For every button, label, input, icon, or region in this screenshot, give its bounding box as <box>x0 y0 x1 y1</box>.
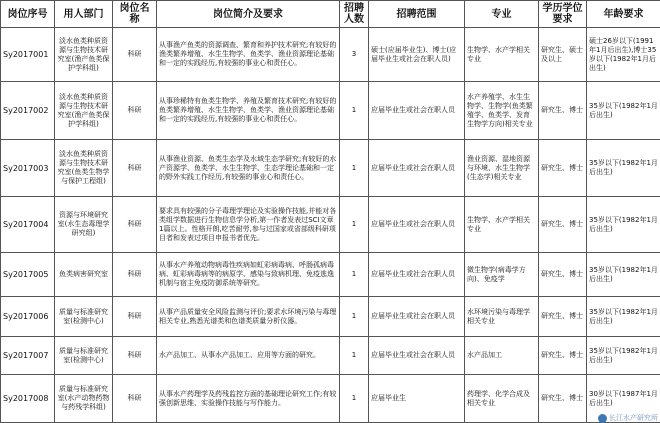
cell-age: 硕士26岁以下(1991年1月后出生),博士35岁以下(1982年1月后出生) <box>587 28 660 82</box>
cell-major: 药理学、化学合成及相关专业 <box>465 375 539 423</box>
cell-age: 35岁以下(1982年1月后出生) <box>587 337 660 375</box>
cell-dept: 质量与标准研究室(水产动物药物与药残学科组) <box>55 375 113 423</box>
cell-desc: 从事珍稀特有鱼类生物学、养殖及繁育技术研究;有较好的鱼类繁养增殖、水生生物学、鱼类学、渔业资源理论基础和一定的实践经历,有较强的事业心和责任心。 <box>157 82 340 140</box>
cell-age: 35岁以下(1982年1月后出生) <box>587 297 660 337</box>
cell-scope: 应届毕业生或社会在职人员 <box>369 197 465 253</box>
cell-count: 3 <box>340 28 369 82</box>
cell-desc: 从事渔业资源、鱼类生态学及水域生态学研究;有较好的水产资源学、鱼类学、水生生物学、生态学理论基础和一定的野外实践工作经历,有较强的事业心和责任心。 <box>157 140 340 197</box>
cell-degree: 研究生、博士 <box>539 82 587 140</box>
table-row <box>1 28 660 82</box>
cell-scope: 应届毕业生或社会在职人员 <box>369 337 465 375</box>
header-count: 招聘人数 <box>340 1 369 28</box>
cell-post: 科研 <box>113 28 157 82</box>
header-id: 岗位序号 <box>1 1 55 28</box>
cell-id: Sy2017008 <box>1 375 55 423</box>
header-desc: 岗位简介及要求 <box>157 1 340 28</box>
cell-major: 生物学、水产学相关专业 <box>465 197 539 253</box>
cell-desc: 从事渔产鱼类的资源调查、繁育和养护技术研究;有较好的渔类繁养增殖、水生生物学、鱼类学、渔业资源理论基础和一定的实践经历,有较强的事业心和责任心。 <box>157 28 340 82</box>
cell-post: 科研 <box>113 297 157 337</box>
cell-degree: 研究生、博士 <box>539 297 587 337</box>
header-row <box>1 1 660 28</box>
cell-id: Sy2017003 <box>1 140 55 197</box>
cell-id: Sy2017001 <box>1 28 55 82</box>
cell-degree: 研究生、博士 <box>539 337 587 375</box>
header-post: 岗位名称 <box>113 1 157 28</box>
cell-post: 科研 <box>113 253 157 297</box>
cell-scope: 硕士(应届毕业生)、博士(应届毕业生或社会在职人员) <box>369 28 465 82</box>
cell-post: 科研 <box>113 140 157 197</box>
table-row <box>1 140 660 197</box>
cell-scope: 应届毕业生 <box>369 375 465 423</box>
header-scope: 招聘范围 <box>369 1 465 28</box>
header-dept: 用人部门 <box>55 1 113 28</box>
table-row <box>1 375 660 423</box>
cell-age: 30岁以下(1987年1月后出生) <box>587 375 660 423</box>
cell-dept: 质量与标准研究室(检测中心) <box>55 337 113 375</box>
cell-major: 水产品加工 <box>465 337 539 375</box>
cell-dept: 质量与标准研究室(检测中心) <box>55 297 113 337</box>
watermark-logo-icon <box>598 414 607 423</box>
cell-degree: 研究生、博士 <box>539 375 587 423</box>
cell-count: 1 <box>340 140 369 197</box>
cell-dept: 资源与环境研究室(水生态毒理学研究组) <box>55 197 113 253</box>
table-row <box>1 197 660 253</box>
cell-major: 渔业资源、湿地资源与环境、水生生物学(生态学)相关专业 <box>465 140 539 197</box>
cell-count: 1 <box>340 197 369 253</box>
cell-dept: 淡水鱼类种质资源与生物技术研究室(鱼类生物学与保护工程组) <box>55 140 113 197</box>
cell-count: 1 <box>340 253 369 297</box>
cell-count: 1 <box>340 297 369 337</box>
cell-post: 科研 <box>113 375 157 423</box>
cell-major: 水环境污染与毒理学相关专业 <box>465 297 539 337</box>
cell-degree: 研究生、博士 <box>539 253 587 297</box>
header-major: 专业 <box>465 1 539 28</box>
table-row <box>1 82 660 140</box>
table-row <box>1 337 660 375</box>
cell-desc: 从事产品质量安全风险监测与评价;要求水环境污染与毒理相关专业,熟悉光谱类和色谱类质量分析仪器。 <box>157 297 340 337</box>
cell-count: 1 <box>340 337 369 375</box>
cell-id: Sy2017007 <box>1 337 55 375</box>
cell-age: 35岁以下(1982年1月后出生) <box>587 140 660 197</box>
cell-post: 科研 <box>113 197 157 253</box>
table-row <box>1 253 660 297</box>
header-age: 年龄要求 <box>587 1 660 28</box>
header-degree: 学历学位要求 <box>539 1 587 28</box>
cell-age: 35岁以下(1982年1月后出生) <box>587 82 660 140</box>
cell-dept: 淡水鱼类种质资源与生物技术研究室(渔产鱼类保护学科组) <box>55 82 113 140</box>
cell-dept: 淡水鱼类种质资源与生物技术研究室(渔产鱼类保护学科组) <box>55 28 113 82</box>
cell-scope: 应届毕业生或社会在职人员 <box>369 82 465 140</box>
cell-scope: 应届毕业生或社会在职人员 <box>369 140 465 197</box>
cell-id: Sy2017004 <box>1 197 55 253</box>
cell-id: Sy2017006 <box>1 297 55 337</box>
cell-age: 35岁以下(1982年1月后出生) <box>587 253 660 297</box>
cell-id: Sy2017002 <box>1 82 55 140</box>
table-row <box>1 297 660 337</box>
cell-degree: 研究生、博士 <box>539 140 587 197</box>
cell-major: 微生物学(病毒学方向)、免疫学 <box>465 253 539 297</box>
cell-dept: 鱼类病害研究室 <box>55 253 113 297</box>
cell-degree: 研究生、博士 <box>539 197 587 253</box>
cell-major: 水产养殖学、水生生物学、生物学(鱼类繁殖学、鱼类学、发育生物学方向)相关专业 <box>465 82 539 140</box>
cell-post: 科研 <box>113 337 157 375</box>
cell-major: 生物学、水产学相关专业 <box>465 28 539 82</box>
watermark-text: 长江水产研究所 <box>609 414 658 422</box>
cell-desc: 从事水产药理学及药残监控方面的基础理论研究工作;有较强创新思维、实验操作技能与写作能力。 <box>157 375 340 423</box>
cell-id: Sy2017005 <box>1 253 55 297</box>
cell-desc: 水产品加工、从事水产品加工、应用等方面的研究。 <box>157 337 340 375</box>
cell-post: 科研 <box>113 82 157 140</box>
cell-degree: 研究生、硕士及以上 <box>539 28 587 82</box>
cell-desc: 要求具有较强的分子毒理学理论及实验操作技能,并能对各类组学数据进行生物信息学分析,第一作者发表过SCI文章1篇以上。性格开朗,吃苦耐劳,参与过国家或省部级科研项目者和发表过项目申报书者优先。 <box>157 197 340 253</box>
cell-count: 1 <box>340 82 369 140</box>
cell-scope: 应届毕业生或社会在职人员 <box>369 297 465 337</box>
cell-scope: 应届毕业生或社会在职人员 <box>369 253 465 297</box>
watermark <box>598 413 658 423</box>
cell-desc: 从事水产养殖动物病毒性疾病如虹彩病毒病、呼肠孤病毒病、虹彩病毒病等的病原学、感染与致病机理、免疫逃逸机制与宿主免疫防御系统等研究。 <box>157 253 340 297</box>
cell-age: 35岁以下(1982年1月后出生) <box>587 197 660 253</box>
cell-count: 1 <box>340 375 369 423</box>
